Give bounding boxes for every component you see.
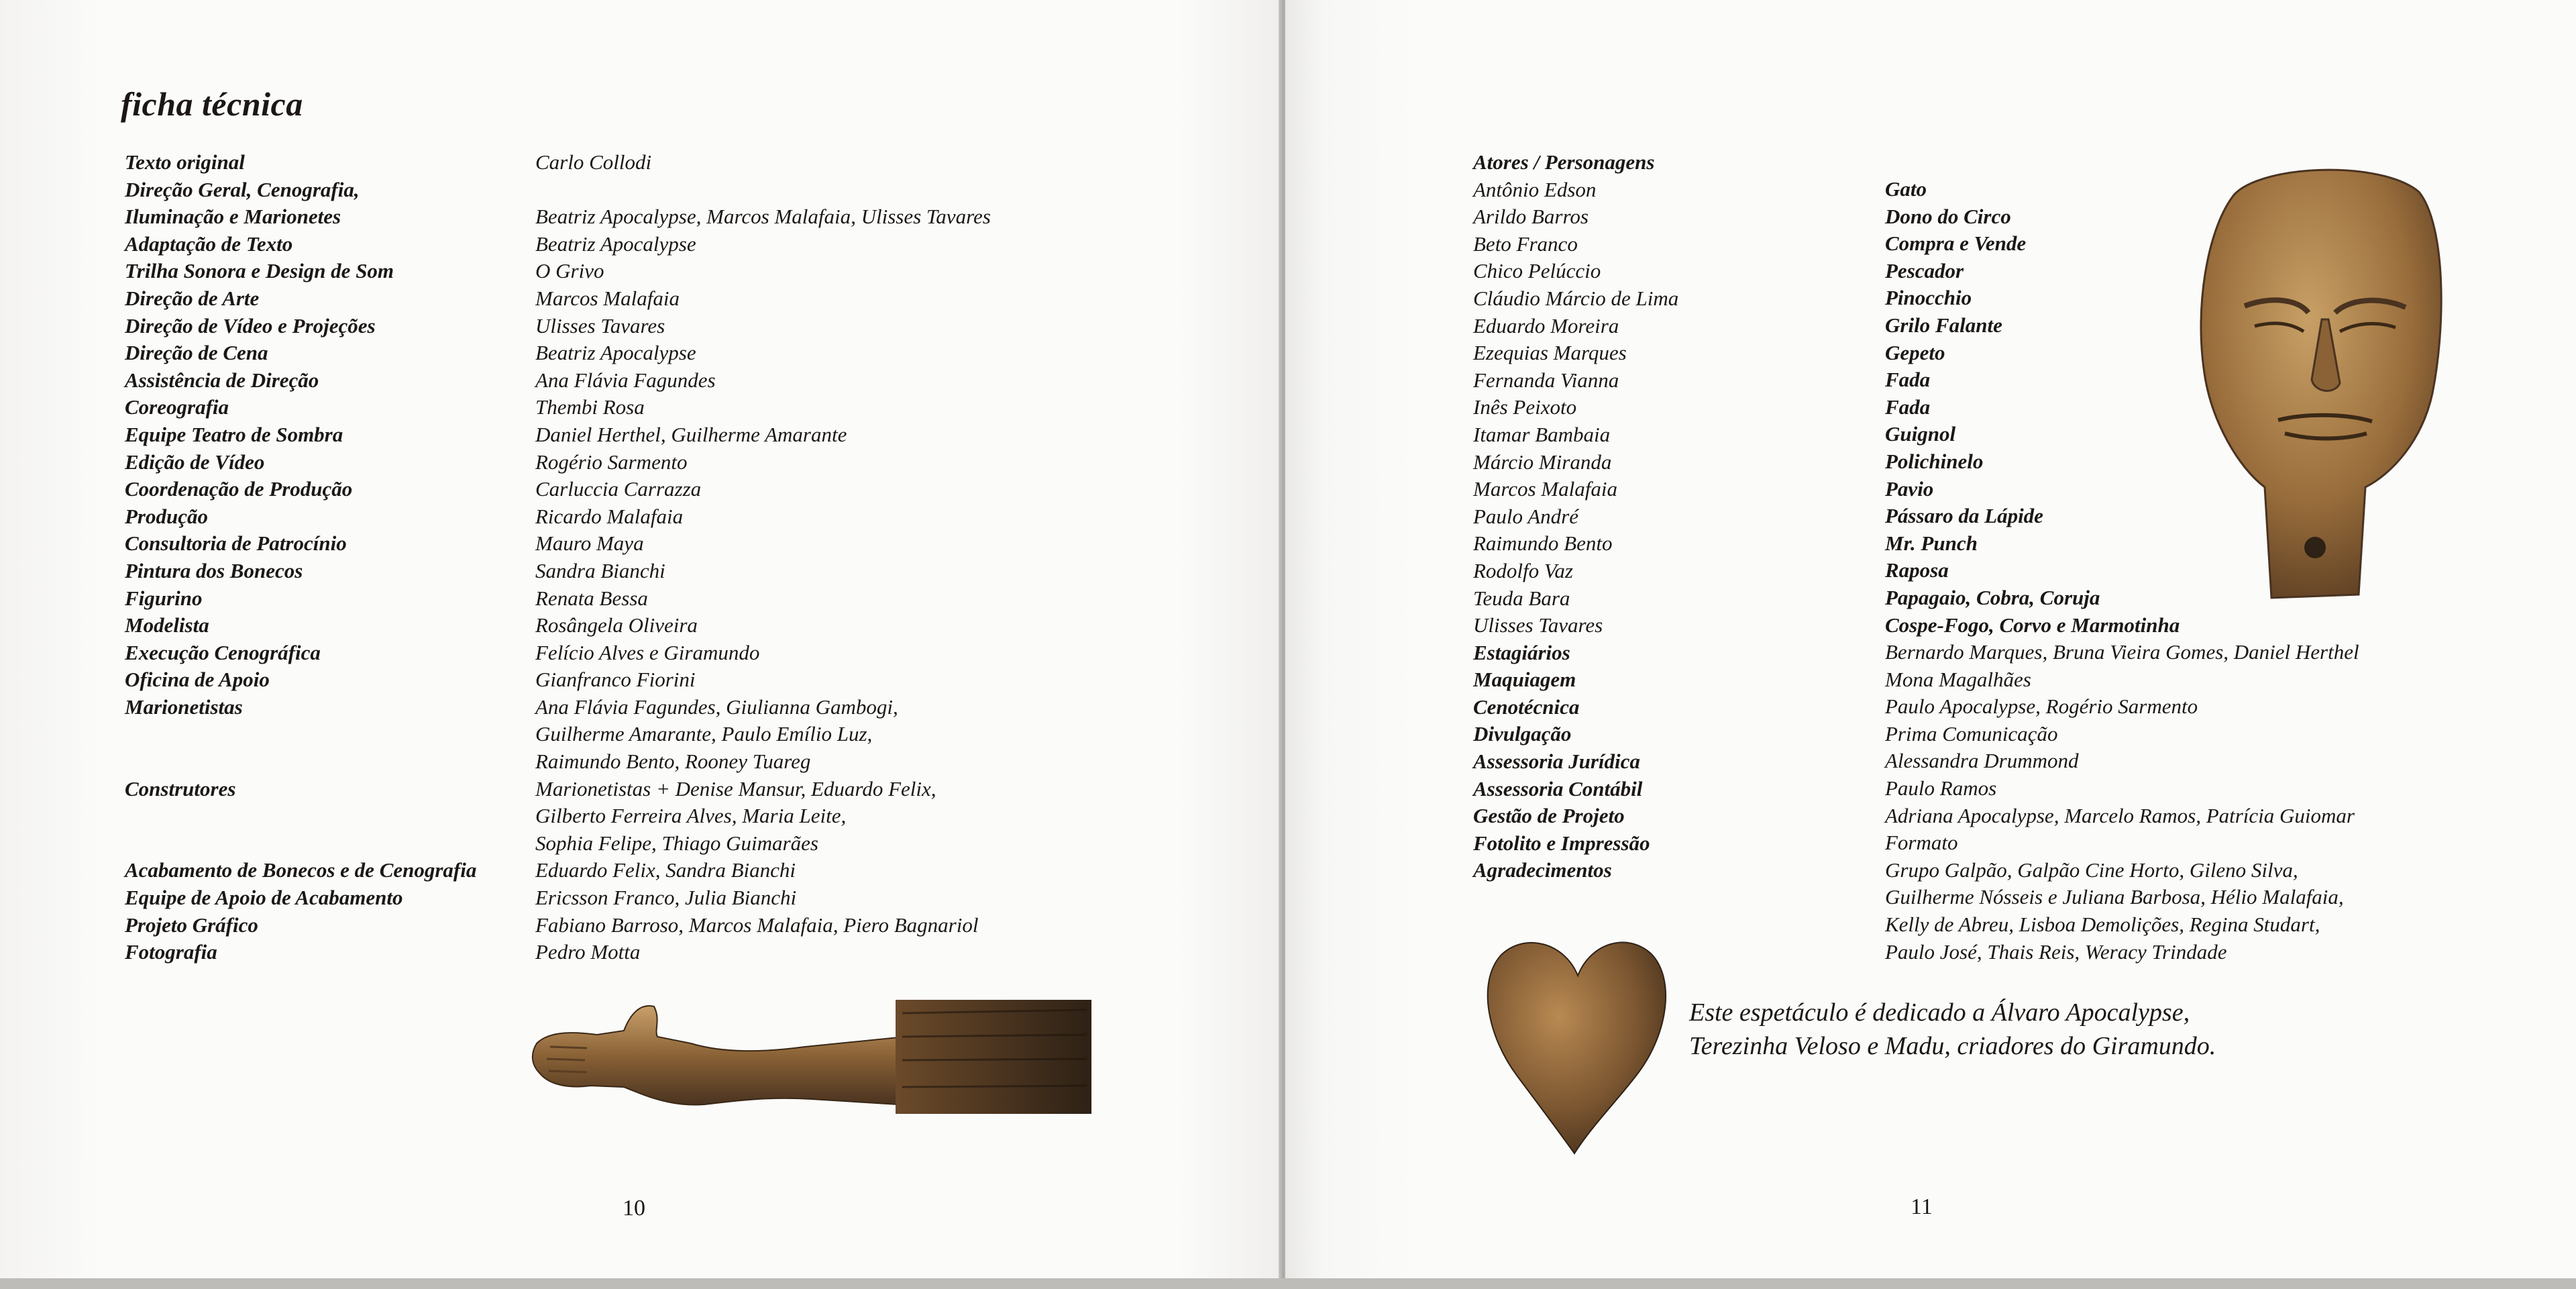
- credit-entry: Pinocchio: [1885, 286, 1972, 310]
- page-number-right: 11: [1911, 1194, 1933, 1219]
- credit-entry: Assessoria Contábil: [1473, 776, 1643, 801]
- credit-role: Fotografia: [125, 940, 217, 964]
- credit-entry: Gestão de Projeto: [1473, 804, 1625, 828]
- credit-entry: Fernanda Vianna: [1473, 368, 1619, 392]
- credit-name: Ricardo Malafaia: [535, 504, 684, 528]
- credit-entry: Pássaro da Lápide: [1885, 504, 2043, 528]
- credit-entry: Pavio: [1885, 476, 1934, 501]
- credit-name: Ana Flávia Fagundes: [535, 368, 716, 392]
- credit-name: Mauro Maya: [535, 531, 644, 556]
- credit-entry: Raimundo Bento: [1473, 531, 1613, 556]
- credit-entry: Paulo André: [1473, 504, 1578, 528]
- credit-entry: Grilo Falante: [1885, 313, 2002, 337]
- credit-entry: Guignol: [1885, 422, 1956, 446]
- credit-role: Oficina de Apoio: [125, 668, 270, 692]
- credit-entry: Paulo Apocalypse, Rogério Sarmento: [1885, 694, 2198, 719]
- credit-entry: Arildo Barros: [1473, 205, 1589, 229]
- credit-entry: Assessoria Jurídica: [1473, 750, 1640, 774]
- credit-role: Projeto Gráfico: [125, 913, 258, 937]
- credit-name: Ana Flávia Fagundes, Giulianna Gambogi,: [535, 694, 898, 719]
- credit-role: Direção de Arte: [125, 286, 260, 310]
- credit-name: Pedro Motta: [535, 940, 641, 964]
- credit-entry: Mona Magalhães: [1885, 667, 2031, 691]
- credit-role: Coordenação de Produção: [125, 477, 353, 501]
- credit-entry: Atores / Personagens: [1473, 150, 1655, 174]
- credit-role: Direção de Vídeo e Projeções: [125, 313, 376, 338]
- credit-name: Raimundo Bento, Rooney Tuareg: [535, 750, 811, 774]
- dedication: [1689, 996, 2216, 1063]
- credit-role: Execução Cenográfica: [125, 640, 321, 664]
- credit-name: Daniel Herthel, Guilherme Amarante: [535, 422, 847, 446]
- credit-entry: Alessandra Drummond: [1885, 749, 2079, 773]
- credit-entry: Dono do Circo: [1885, 204, 2011, 228]
- credit-entry: Márcio Miranda: [1473, 450, 1612, 474]
- credit-role: Trilha Sonora e Design de Som: [125, 259, 394, 283]
- credit-entry: Compra e Vende: [1885, 231, 2027, 256]
- credit-name: Carlo Collodi: [535, 150, 652, 174]
- credit-name: Ericsson Franco, Julia Bianchi: [535, 886, 797, 910]
- credit-name: Gianfranco Fiorini: [535, 668, 696, 692]
- credit-entry: Adriana Apocalypse, Marcelo Ramos, Patrícia Guiomar: [1885, 803, 2355, 827]
- credit-entry: Paulo Ramos: [1885, 776, 1997, 801]
- credit-entry: Estagiários: [1473, 640, 1570, 664]
- credit-entry: Gepeto: [1885, 340, 1945, 364]
- credit-role: [125, 803, 476, 830]
- credit-entry: Formato: [1885, 831, 1958, 855]
- page-left: [0, 0, 1281, 1278]
- credit-role: Pintura dos Bonecos: [125, 558, 303, 582]
- credit-name: Rosângela Oliveira: [535, 613, 698, 637]
- credit-entry: Guilherme Nósseis e Juliana Barbosa, Hélio Malafaia,: [1885, 885, 2344, 909]
- credit-role: Iluminação e Marionetes: [125, 205, 341, 229]
- credit-entry: Bernardo Marques, Bruna Vieira Gomes, Daniel Herthel: [1885, 640, 2359, 664]
- credit-entry: Rodolfo Vaz: [1473, 558, 1573, 582]
- credit-entry: Mr. Punch: [1885, 531, 1978, 555]
- credit-role: Equipe Teatro de Sombra: [125, 422, 343, 446]
- credit-entry: Antônio Edson: [1473, 177, 1597, 201]
- credit-role: Consultoria de Patrocínio: [125, 531, 347, 556]
- credit-entry: Paulo José, Thais Reis, Weracy Trindade: [1885, 939, 2227, 964]
- credit-entry: Gato: [1885, 177, 1927, 201]
- credit-entry: Papagaio, Cobra, Coruja: [1885, 585, 2100, 609]
- page-title: ficha técnica: [121, 85, 303, 123]
- credit-name: Beatriz Apocalypse: [535, 231, 696, 256]
- credit-entry: Raposa: [1885, 558, 1949, 582]
- credit-role: [125, 830, 476, 858]
- credit-entry: Eduardo Moreira: [1473, 313, 1619, 338]
- credit-entry: Beto Franco: [1473, 231, 1578, 256]
- credit-entry: Fotolito e Impressão: [1473, 831, 1650, 855]
- credit-role: Figurino: [125, 586, 203, 610]
- credit-role: Modelista: [125, 613, 209, 637]
- wooden-arm-icon: [523, 973, 1114, 1134]
- credit-entry: Grupo Galpão, Galpão Cine Horto, Gileno Silva,: [1885, 858, 2298, 882]
- credit-name: Thembi Rosa: [535, 395, 645, 419]
- credit-role: Produção: [125, 504, 208, 528]
- credit-name: Renata Bessa: [535, 586, 648, 610]
- roles-column: [125, 149, 476, 966]
- booklet-bottom-edge: [0, 1278, 2576, 1289]
- dedication-line: Terezinha Veloso e Madu, criadores do Giramundo.: [1689, 1032, 2216, 1060]
- page-right: [1285, 0, 2576, 1278]
- credit-entry: Fada: [1885, 368, 1931, 392]
- credit-name: Eduardo Felix, Sandra Bianchi: [535, 858, 796, 882]
- credit-entry: Cenotécnica: [1473, 694, 1580, 719]
- page-number-left: 10: [623, 1196, 645, 1221]
- credit-name: Ulisses Tavares: [535, 313, 665, 338]
- credit-role: Texto original: [125, 150, 245, 174]
- credit-entry: Marcos Malafaia: [1473, 477, 1617, 501]
- credit-entry: Itamar Bambaia: [1473, 422, 1611, 446]
- credit-name: [535, 176, 991, 204]
- credit-role: Acabamento de Bonecos e de Cenografia: [125, 858, 477, 882]
- credit-entry: Chico Pelúccio: [1473, 259, 1601, 283]
- credit-name: Felício Alves e Giramundo: [535, 640, 760, 664]
- credit-entry: Teuda Bara: [1473, 586, 1570, 610]
- credit-name: Marionetistas + Denise Mansur, Eduardo Felix,: [535, 776, 936, 801]
- credit-name: Sandra Bianchi: [535, 558, 665, 582]
- credit-entry: Cospe-Fogo, Corvo e Marmotinha: [1885, 613, 2180, 637]
- credit-role: Edição de Vídeo: [125, 450, 265, 474]
- credit-name: Beatriz Apocalypse, Marcos Malafaia, Ulisses Tavares: [535, 205, 991, 229]
- credit-role: Construtores: [125, 776, 236, 801]
- credit-role: Coreografia: [125, 395, 229, 419]
- cast-column: [1473, 149, 1678, 884]
- credit-name: Carluccia Carrazza: [535, 477, 702, 501]
- credit-name: Gilberto Ferreira Alves, Maria Leite,: [535, 804, 847, 828]
- wooden-face-icon: [2191, 152, 2449, 608]
- credit-name: Rogério Sarmento: [535, 450, 688, 474]
- credit-entry: Maquiagem: [1473, 668, 1576, 692]
- credit-entry: Cláudio Márcio de Lima: [1473, 286, 1679, 310]
- dedication-line: Este espetáculo é dedicado a Álvaro Apocalypse,: [1689, 998, 2190, 1027]
- credit-name: Beatriz Apocalypse: [535, 341, 696, 365]
- credit-name: Marcos Malafaia: [535, 286, 680, 310]
- credit-entry: Ulisses Tavares: [1473, 613, 1603, 637]
- credit-entry: Inês Peixoto: [1473, 395, 1577, 419]
- credit-name: Fabiano Barroso, Marcos Malafaia, Piero Bagnariol: [535, 913, 979, 937]
- credit-entry: Pescador: [1885, 258, 1964, 282]
- credit-name: Guilherme Amarante, Paulo Emílio Luz,: [535, 722, 873, 746]
- names-column: [535, 149, 991, 966]
- credit-name: Sophia Felipe, Thiago Guimarães: [535, 831, 818, 855]
- credit-entry: Divulgação: [1473, 722, 1572, 746]
- credit-role: Assistência de Direção: [125, 368, 319, 392]
- credit-name: O Grivo: [535, 259, 604, 283]
- credit-role: Adaptação de Texto: [125, 231, 293, 256]
- credit-role: Direção Geral, Cenografia,: [125, 177, 360, 201]
- credit-role: Marionetistas: [125, 694, 243, 719]
- credit-entry: Kelly de Abreu, Lisboa Demolições, Regina Studart,: [1885, 913, 2320, 937]
- credit-entry: Polichinelo: [1885, 449, 1984, 473]
- credit-entry: Agradecimentos: [1473, 858, 1612, 882]
- credit-entry: Fada: [1885, 395, 1931, 419]
- wooden-heart-icon: [1484, 929, 1672, 1157]
- credit-entry: Ezequias Marques: [1473, 341, 1627, 365]
- credit-entry: Prima Comunicação: [1885, 721, 2058, 745]
- credit-role: Direção de Cena: [125, 341, 268, 365]
- credit-role: Equipe de Apoio de Acabamento: [125, 886, 403, 910]
- credit-role: [125, 721, 476, 748]
- credit-role: [125, 748, 476, 776]
